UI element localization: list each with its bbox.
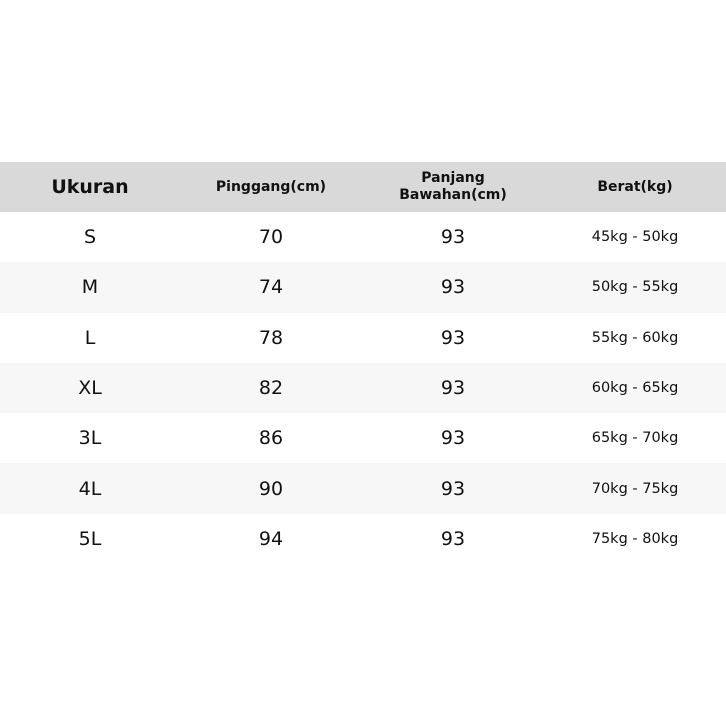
size-cell: XL (78, 377, 102, 400)
length-cell: 93 (440, 477, 466, 500)
length-cell: 93 (440, 326, 466, 349)
length-cell: 93 (440, 427, 466, 450)
weight-cell: 75kg - 80kg (591, 530, 679, 547)
waist-cell: 74 (258, 276, 284, 299)
size-cell: S (83, 226, 97, 249)
header-length-line1: Panjang (421, 170, 485, 186)
header-size: Ukuran (51, 175, 129, 198)
table-row (0, 313, 726, 363)
size-chart-table (0, 162, 726, 564)
weight-cell: 60kg - 65kg (591, 380, 679, 397)
size-cell: M (81, 276, 99, 299)
size-cell: 4L (78, 477, 102, 500)
waist-cell: 70 (258, 226, 284, 249)
table-row (0, 413, 726, 463)
size-cell: 3L (78, 427, 102, 450)
waist-cell: 90 (258, 477, 284, 500)
size-cell: L (84, 326, 96, 349)
waist-cell: 86 (258, 427, 284, 450)
table-header (0, 162, 726, 212)
waist-cell: 82 (258, 377, 284, 400)
header-length-line2: Bawahan(cm) (399, 187, 507, 203)
weight-cell: 50kg - 55kg (591, 279, 679, 296)
weight-cell: 65kg - 70kg (591, 430, 679, 447)
table-row (0, 363, 726, 413)
size-cell: 5L (78, 527, 102, 550)
header-length (362, 170, 544, 204)
weight-cell: 55kg - 60kg (591, 329, 679, 346)
table-row (0, 262, 726, 312)
header-weight: Berat(kg) (597, 178, 673, 195)
header-waist: Pinggang(cm) (215, 178, 327, 195)
weight-cell: 70kg - 75kg (591, 480, 679, 497)
table-row (0, 212, 726, 262)
waist-cell: 94 (258, 527, 284, 550)
table-row (0, 463, 726, 513)
length-cell: 93 (440, 226, 466, 249)
length-cell: 93 (440, 377, 466, 400)
length-cell: 93 (440, 527, 466, 550)
weight-cell: 45kg - 50kg (591, 229, 679, 246)
length-cell: 93 (440, 276, 466, 299)
waist-cell: 78 (258, 326, 284, 349)
table-row (0, 514, 726, 564)
